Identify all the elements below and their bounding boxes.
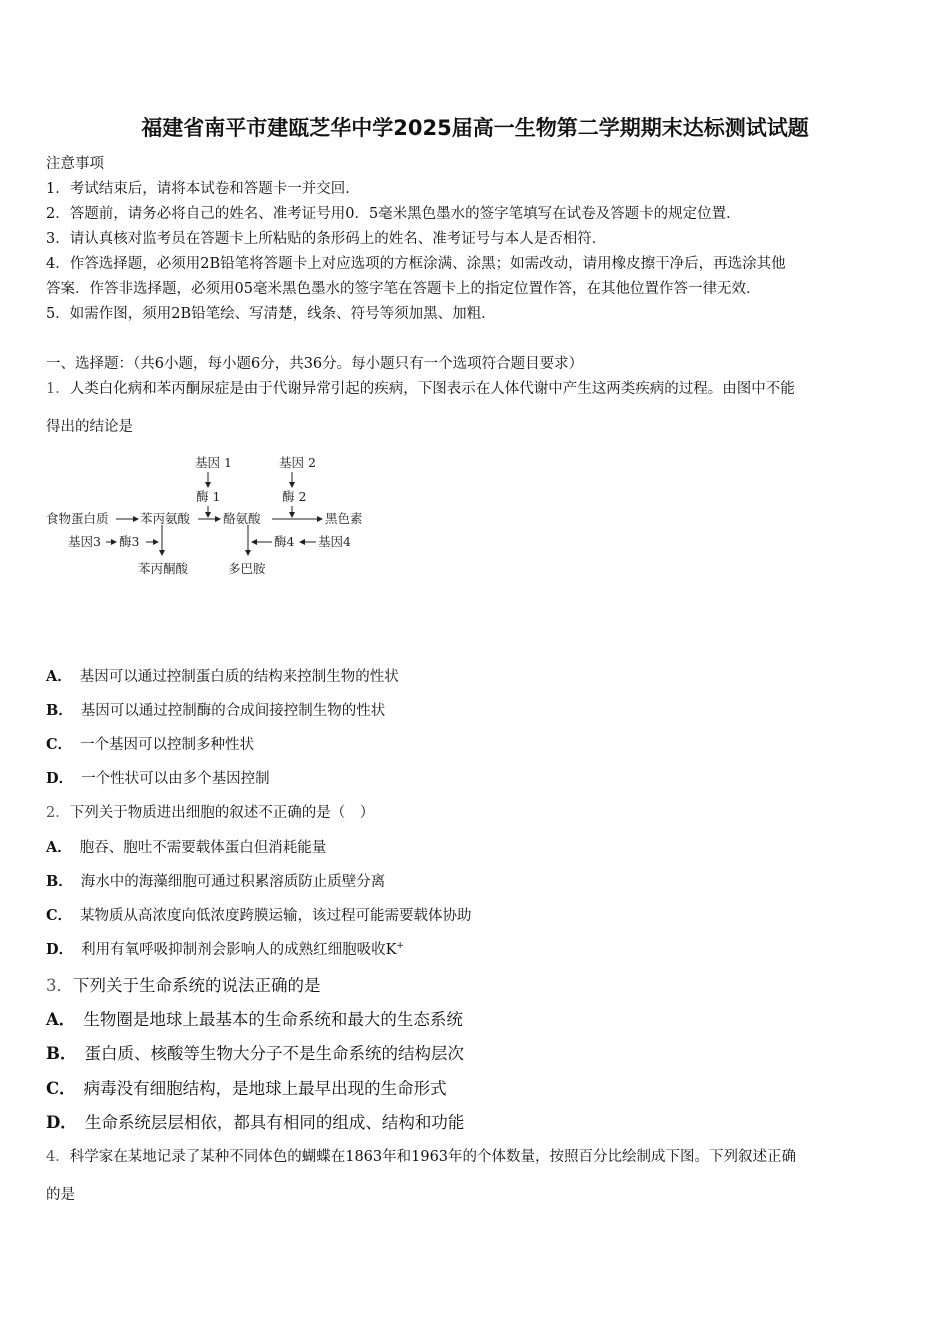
notice-item: 答案．作答非选择题，必须用05毫米黑色墨水的签字笔在答题卡上的指定位置作答，在其他位置作答一律无效． — [46, 281, 761, 297]
notice-heading: 注意事项 — [46, 156, 104, 172]
notice-item: 3．请认真核对监考员在答题卡上所粘贴的条形码上的姓名、准考证号与本人是否相符． — [46, 231, 607, 247]
food-protein-label: 食物蛋白质 — [46, 511, 109, 526]
question-4-cont: 的是 — [46, 1187, 75, 1203]
option-b: B． 蛋白质、核酸等生物大分子不是生命系统的结构层次 — [46, 1044, 464, 1063]
gene1-label: 基因 1 — [195, 455, 232, 470]
question-text: 下列关于物质进出细胞的叙述不正确的是（ ） — [69, 805, 375, 821]
question-1-cont: 得出的结论是 — [46, 419, 133, 435]
gene4-label: 基因4 — [318, 534, 351, 549]
option-d: D． 利用有氧呼吸抑制剂会影响人的成熟红细胞吸收K+ — [46, 941, 404, 958]
gene3-label: 基因3 — [68, 534, 101, 549]
phenylalanine-label: 苯丙氨酸 — [140, 511, 191, 526]
melanin-label: 黑色素 — [325, 511, 363, 526]
enzyme2-label: 酶 2 — [282, 489, 307, 504]
phenylpyruvate-label: 苯丙酮酸 — [138, 561, 189, 576]
metabolism-diagram — [40, 445, 380, 590]
question-text: 人类白化病和苯丙酮尿症是由于代谢异常引起的疾病，下图表示在人体代谢中产生这两类疾病的过程。由图中不能 — [69, 381, 795, 397]
question-text: 科学家在某地记录了某种不同体色的蝴蝶在1863年和1963年的个体数量，按照百分比绘制成下图。下列叙述正确 — [69, 1149, 797, 1165]
option-c: C． 一个基因可以控制多种性状 — [46, 736, 255, 753]
gene2-label: 基因 2 — [279, 455, 316, 470]
option-a: A． 胞吞、胞吐不需要载体蛋白但消耗能量 — [46, 839, 327, 856]
question-4 — [46, 1145, 796, 1166]
tyrosine-label: 酪氨酸 — [223, 511, 261, 526]
notice-item: 4．作答选择题，必须用2B铅笔将答题卡上对应选项的方框涂满、涂黑；如需改动，请用橡皮擦干净后，再选涂其他 — [46, 256, 786, 272]
notice-item: 2．答题前，请务必将自己的姓名、准考证号用0．5毫米黑色墨水的签字笔填写在试卷及答题卡的规定位置． — [46, 206, 741, 222]
question-number: 2． — [46, 805, 70, 821]
question-1 — [46, 377, 795, 398]
option-a: A． 基因可以通过控制蛋白质的结构来控制生物的性状 — [46, 668, 399, 685]
option-d: D． 生命系统层层相依，都具有相同的组成、结构和功能 — [46, 1113, 465, 1132]
option-b: B． 海水中的海藻细胞可通过积累溶质防止质壁分离 — [46, 873, 386, 890]
enzyme3-label: 酶3 — [119, 534, 140, 549]
option-c: C． 病毒没有细胞结构，是地球上最早出现的生命形式 — [46, 1079, 447, 1098]
option-b: B． 基因可以通过控制酶的合成间接控制生物的性状 — [46, 702, 386, 719]
page-title: 福建省南平市建瓯芝华中学2025届高一生物第二学期期末达标测试试题 — [141, 116, 809, 140]
question-number: 3． — [46, 976, 73, 995]
enzyme1-label: 酶 1 — [196, 489, 221, 504]
option-c: C． 某物质从高浓度向低浓度跨膜运输，该过程可能需要载体协助 — [46, 907, 472, 924]
question-number: 1． — [46, 381, 70, 397]
question-number: 4． — [46, 1149, 70, 1165]
section-heading: 一、选择题：（共6小题，每小题6分，共36分。每小题只有一个选项符合题目要求） — [46, 356, 584, 372]
dopamine-label: 多巴胺 — [228, 561, 266, 576]
option-a: A． 生物圈是地球上最基本的生命系统和最大的生态系统 — [46, 1010, 463, 1029]
notice-item: 5．如需作图，须用2B铅笔绘、写清楚，线条、符号等须加黑、加粗． — [46, 306, 496, 322]
enzyme4-label: 酶4 — [274, 534, 295, 549]
question-3 — [46, 972, 321, 996]
superscript: + — [396, 941, 404, 952]
question-2 — [46, 801, 374, 822]
notice-item: 1．考试结束后，请将本试卷和答题卡一并交回． — [46, 181, 360, 197]
option-d: D． 一个性状可以由多个基因控制 — [46, 770, 270, 787]
question-text: 下列关于生命系统的说法正确的是 — [73, 976, 321, 995]
